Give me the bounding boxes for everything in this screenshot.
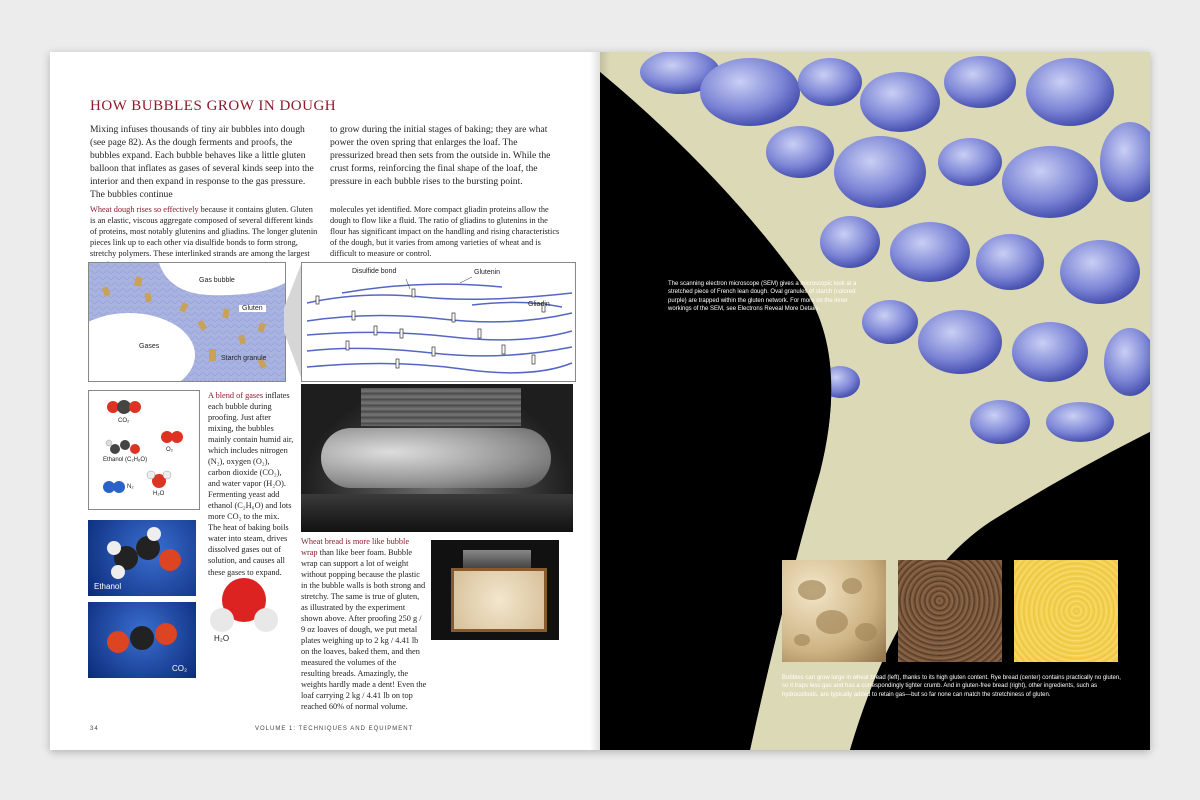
water-molecule-photo [200,562,290,652]
water-label: H₂O [214,634,230,643]
bubble-wrap-lead: Wheat bread is more like bubble wrap [301,537,410,558]
gluten-lead: Wheat dough rises so effectively [90,205,199,214]
starch-granule-shape [209,349,216,361]
label-h2o: H₂O [153,491,165,497]
label-starch-granule: Starch granule [221,355,267,362]
intro-column-1: Mixing infuses thousands of tiny air bubbles into dough (see page 82). As the dough ferments and proofs, the bubbles expand. Each bubble behaves like a little gluten balloon that inflates as gases of several kinds seep into the interior and then expand in response to the gas pressure. The bubbles continue [90,124,314,200]
running-footer: VOLUME 1: TECHNIQUES AND EQUIPMENT [255,726,414,732]
gluten-strand-diagram [301,262,576,382]
co2-molecule-photo [88,602,196,678]
label-glutenin: Glutenin [474,269,501,276]
section-heading: HOW BUBBLES GROW IN DOUGH [90,98,337,114]
gluten-matrix-illustration [89,263,285,381]
label-gas-bubble: Gas bubble [199,277,235,284]
gas-bubble-diagram [88,262,286,382]
gases-body: inflates each bubble during proofing. Just after mixing, the bubbles mainly contain humid air, which includes nitrogen (N₂), oxygen (O₂), carbon dioxide (CO₂), and water vapor (H₂O). Fermenting yeast add ethanol (C₂H₆O) and lots more CO₂ to the mix. The heat of baking boils water into steam, drives dissolved gases out of solution, and causes all these gases to expand. [208,391,294,577]
metal-plates [361,388,521,426]
book-spread [50,52,1150,750]
gluten-strands-illustration [302,263,575,381]
gluten-paragraph [90,204,318,270]
compressed-loaves-photo [301,384,573,532]
wheat-bread-crumb-photo [782,560,886,662]
weighted-bread-photo [431,540,559,640]
label-disulfide-bond: Disulfide bond [352,268,397,275]
molecules-illustration [89,391,199,509]
sem-caption: The scanning electron microscope (SEM) gives a microscopic look at a stretched piece of French lean dough. Oval granules of starch (colored purple) are trapped within the gluten network. For more on the inner workings of the SEM, see Electrons Reveal More Details. [668,281,857,313]
gluten-free-bread-crumb-photo [1014,560,1118,662]
gluten-body: because it contains gluten. Gluten is an elastic, viscous aggregate composed of several different kinds of proteins, most notably glutenins and gliadins. The longer glutenin pieces link up to each other via disulfide bonds to form strong, stretchy polymers. These interlinked strands are among the largest [90,205,318,259]
gases-paragraph [208,390,294,578]
bubble-wrap-body: than like beer foam. Bubble wrap can support a lot of weight without popping because the plastic in the bubble walls is both strong and stretchy. The same is true of gluten, as illustrated by the experiment shown above. After proofing 250 g / 9 oz loaves of dough, we put metal plates weighing up to 2 kg / 4.41 lb on the loaves, baked them, and then measured the volumes of the resulting breads. Amazingly, the weights hardly made a dent! Even the loaf carrying 2 kg / 4.41 lb on top reached 60% of normal volume. [301,548,427,712]
label-gluten: Gluten [239,305,266,312]
label-gliadin: Gliadin [528,301,550,308]
zoom-connector [284,262,302,382]
metal-weight [463,550,531,568]
label-n2: N₂ [127,484,134,490]
bread-comparison-caption: Bubbles can grow large in wheat bread (left), thanks to its high gluten content. Rye bread (center) contains practically no gluten, so it traps less gas and has a correspondingly tighter crumb. And in gluten-free bread (right), other ingredients, such as hydrocolloids, are typically added to retain gas—but so far none can match the stretchiness of gluten. [782,675,1121,698]
intro-column-2: to grow during the initial stages of baking; they are what power the oven spring that enlarges the loaf. The pressurized bread then sets from the outside in. While the crust forms, reinforcing the final shape of the loaf, the pressure in each bubble rises to the bursting point. [330,124,551,187]
bubble-loaf [321,428,551,488]
label-co2: CO₂ [118,418,130,424]
ethanol-label: Ethanol [94,582,122,591]
label-gases: Gases [139,343,160,350]
gluten-paragraph-cont: molecules yet identified. More compact gliadin proteins allow the dough to flow like a fluid. The ratio of gliadins to glutenins in the flour has significant impact on the handling and rising characteristics of the dough, but it varies from among varieties of wheat and is difficult to measure or control. [330,205,560,259]
page-number: 34 [90,726,99,732]
gases-lead: A blend of gases [208,391,264,400]
gas-molecules-panel [88,390,200,510]
right-page [600,52,1150,750]
bubble-wrap-paragraph [301,536,427,713]
left-page [50,52,600,750]
rye-bread-crumb-photo [898,560,1002,662]
ethanol-molecule-photo [88,520,196,596]
bread-slice [451,568,547,632]
co2-label: CO₂ [172,664,188,673]
label-o2: O₂ [166,447,173,453]
label-ethanol: Ethanol (C₂H₆O) [103,457,148,463]
